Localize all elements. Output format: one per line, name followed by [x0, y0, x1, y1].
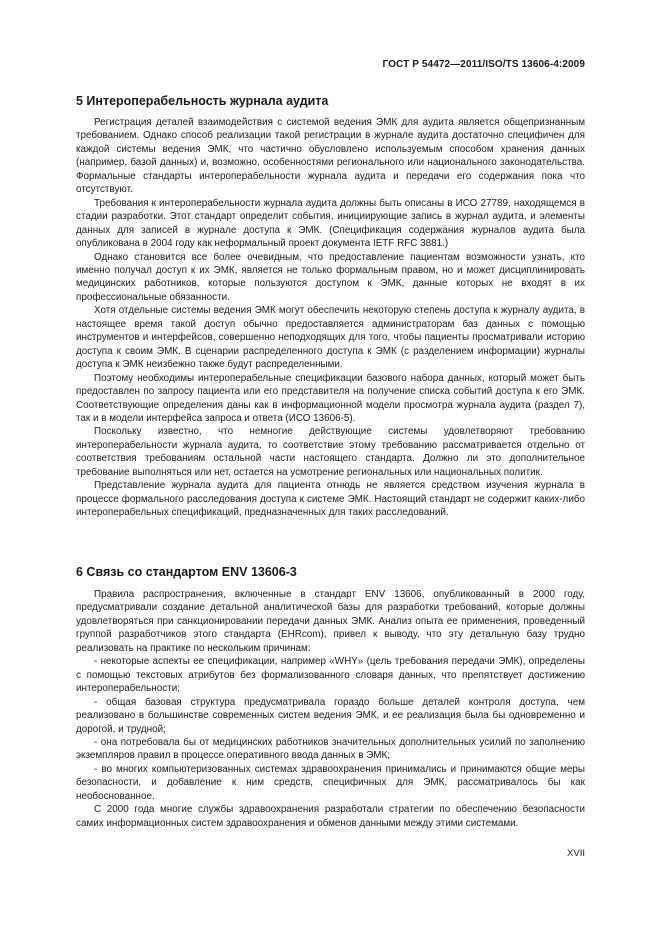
list-item: - некоторые аспекты ее спецификации, например «WHY» (цель требования передачи ЭМК), определены с помощью текстовых атрибутов без формализованного словаря данных, что препятствует достижению интероперабельности; — [76, 656, 585, 695]
list-item: - она потребовала бы от медицинских работников значительных дополнительных усилий по заполнению экземпляров правил в процессе оперативного ввода данных в ЭМК; — [76, 736, 585, 762]
list-item: - общая базовая структура предусматривала гораздо больше деталей контроля доступа, чем реализовано в большинстве современных систем ведения ЭМК, и ее реализация была бы одновременно и дорогой, и трудной; — [76, 696, 585, 735]
section-6-body — [76, 588, 585, 830]
page-number: XVII — [567, 848, 585, 859]
paragraph: Поэтому необходимы интероперабельные спецификации базового набора данных, который может быть предоставлен по запросу пациента или его представителя на получение списка событий доступа к его ЭМК. Соответствующие определения даны как в информационной модели просмотра журнала аудита (раздел 7), так и в модели интерфейса запроса и ответа (ИСО 13606-5). — [76, 372, 585, 424]
paragraph: Представление журнала аудита для пациента отнюдь не является средством изучения журнала в процессе формального расследования доступа к системе ЭМК. Настоящий стандарт не содержит каких-либо интероперабельных спецификаций, предназначенных для таких расследований. — [76, 480, 585, 519]
paragraph: Хотя отдельные системы ведения ЭМК могут обеспечить некоторую степень доступа к журналу аудита, в настоящее время такой доступ обычно предоставляется администраторам баз данных с помощью инструментов и интерфейсов, совершенно неподходящих для того, чтобы пациенты просматривали историю доступа к своим ЭМК. В сценарии распределенного доступа к ЭМК (с разделением информации) журналы доступа к ЭМК неизбежно также будут распределенными. — [76, 305, 585, 371]
section-5-body — [76, 116, 585, 520]
paragraph: Требования к интероперабельности журнала аудита должны быть описаны в ИСО 27789, находящемся в стадии разработки. Этот стандарт определит события, инициирующие запись в журнал аудита, и элементы данных для записей в журнале доступа к ЭМК. (Спецификация содержания журналов аудита была опубликована в 2004 году как неформальный проект документа IETF RFC 3881.) — [76, 197, 585, 250]
section-6-title: 6 Связь со стандартом ENV 13606-3 — [76, 565, 297, 579]
paragraph: Однако становится все более очевидным, что предоставление пациентам возможности узнать, кто именно получал доступ к их ЭМК, является не только формальным правом, но и может дисциплинировать медицинских работников, которые пользуются доступом к ЭМК, данные которых не входят в их профессиональные обязанности. — [76, 251, 585, 303]
paragraph: Поскольку известно, что немногие действующие системы удовлетворяют требованию интероперабельности журнала аудита, то соответствие этому требованию рассматривается отдельно от соответствия требованиям остальной части настоящего стандарта. Должно ли это дополнительное требование выполняться или нет, остается на усмотрение региональных или национальных политик. — [76, 426, 585, 478]
paragraph: С 2000 года многие службы здравоохранения разработали стратегии по обеспечению безопасности самих информационных систем здравоохранения и обменов данными между этими системами. — [76, 804, 585, 829]
list-item: - во многих компьютеризованных системах здравоохранения принимались и принимаются общие меры безопасности, и добавление к ним средств, специфичных для ЭМК, рассматривалось бы как необоснованное. — [76, 763, 585, 802]
section-5-title: 5 Интероперабельность журнала аудита — [76, 94, 329, 108]
paragraph: Регистрация деталей взаимодействия с системой ведения ЭМК для аудита является общепризнанным требованием. Однако способ реализации такой регистрации в журнале аудита достаточно специфичен для каждой системы ведения ЭМК, что частично обусловлено используемым способом хранения данных (например, базой данных) и, возможно, особенностями регионального или национального законодательства. Формальные стандарты интероперабельности журнала аудита и передачи его содержания пока что отсутствуют. — [76, 117, 585, 196]
standard-header: ГОСТ Р 54472—2011/ISO/TS 13606-4:2009 — [382, 59, 585, 70]
paragraph: Правила распространения, включенные в стандарт ENV 13606, опубликованный в 2000 году, предусматривали создание детальной аналитической базы для разработки требований, которые должны удовлетворяться при санкционировании передачи данных ЭМК. Анализ опыта ее применения, проведенный группой разработчиков этого стандарта (EHRcom), привел к выводу, что эту детальную базу трудно реализовать на практике по нескольким причинам: — [76, 589, 585, 654]
